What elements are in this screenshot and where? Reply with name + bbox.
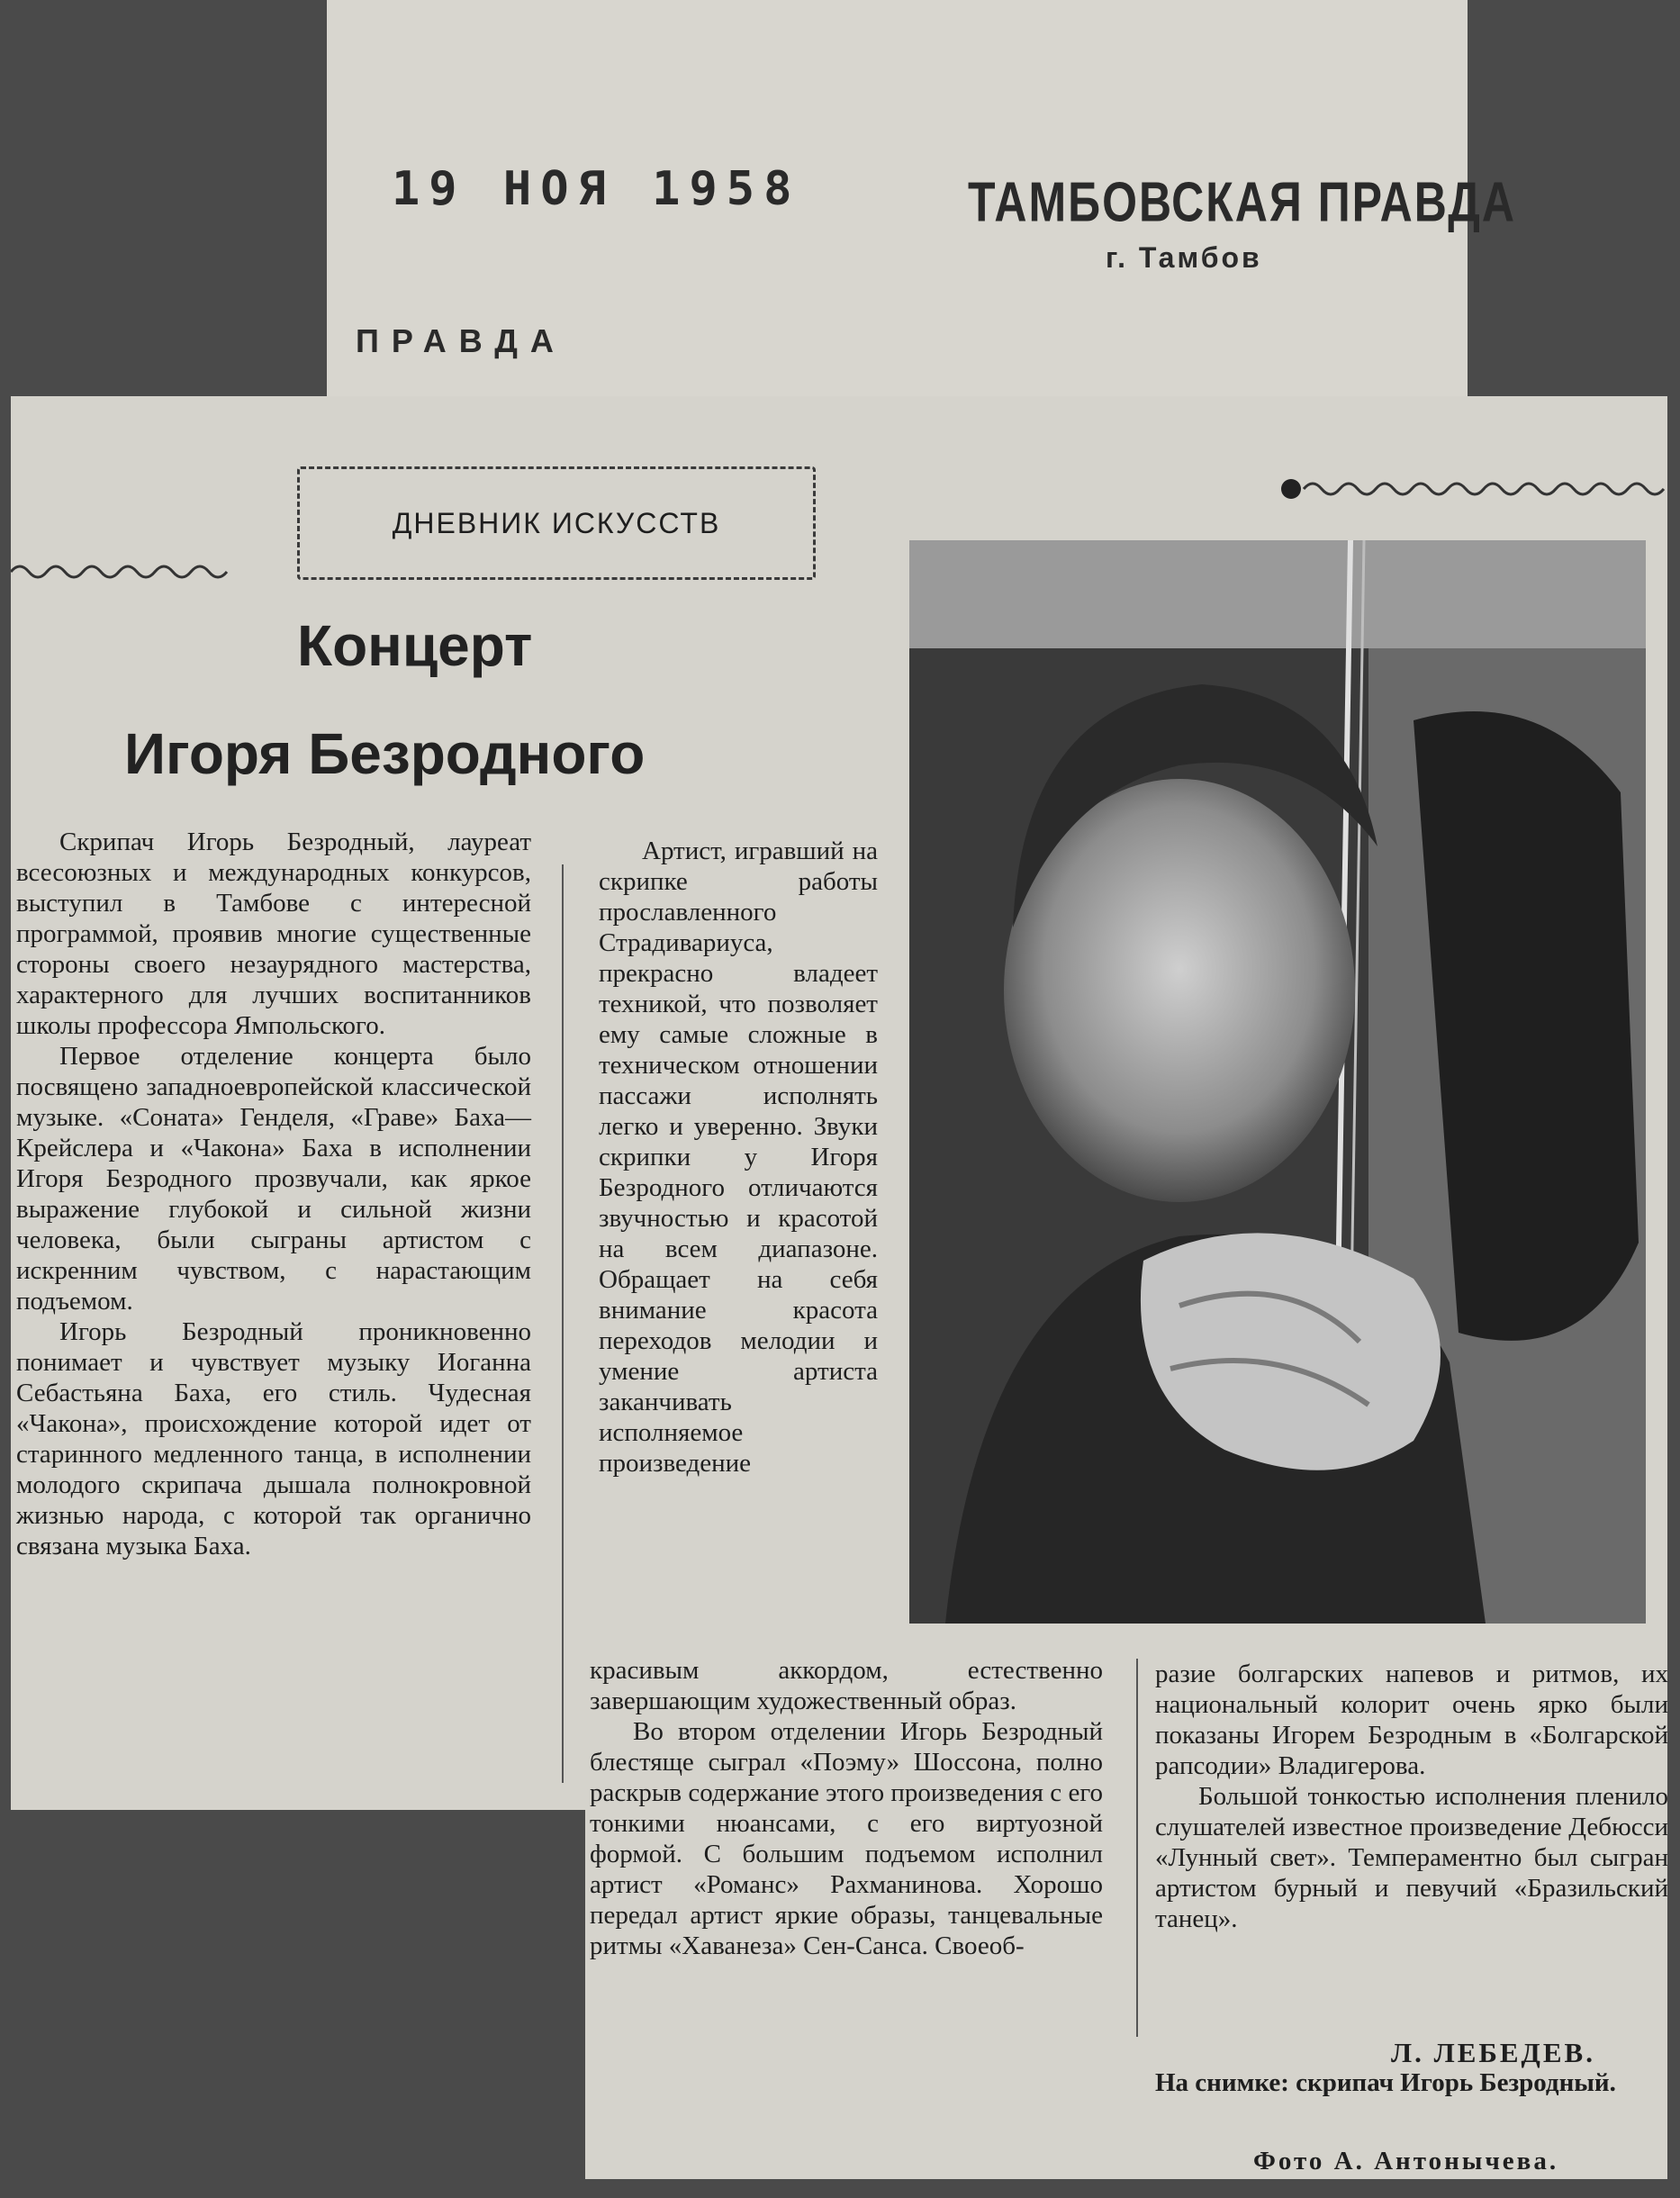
paragraph: красивым аккордом, естественно завершающим художественный образ. — [590, 1656, 1103, 1715]
headline-line-2: Игоря Безродного — [124, 721, 646, 786]
paragraph: разие болгарских напевов и ритмов, их национальный колорит очень ярко были показаны Игорем Безродным в «Болгарской рапсодии» Владигерова. — [1155, 1660, 1668, 1780]
photo-image — [909, 540, 1646, 1624]
article-column-3 — [1155, 1659, 1668, 1934]
photo-credit: Фото А. Антонычева. — [1253, 2147, 1559, 2175]
photo-caption: На снимке: скрипач Игорь Безродный. — [1155, 2068, 1616, 2097]
paragraph: Первое отделение концерта было посвящено западноевропейской классической музыке. «Соната» Генделя, «Граве» Баха—Крейслера и «Чакона» Баха в исполнении Игоря Безродного прозвучали, как яркое выражение глубокой и сильной жизни человека, были сыграны артистом с искренним чувством, с нарастающим подъемом. — [16, 1042, 531, 1316]
paragraph: Во втором отделении Игорь Безродный блестяще сыграл «Поэму» Шоссона, полно раскрыв содержание этого произведения с его тонкими нюансами, с его виртуозной формой. С большим подъемом исполнил артист «Романс» Рахманинова. Хорошо передал артист яркие образы, танцевальные ритмы «Хаванеза» Сен-Санса. Своеоб- — [590, 1717, 1103, 1960]
article-column-2 — [599, 836, 878, 1479]
rubric-label: ДНЕВНИК ИСКУССТВ — [392, 506, 721, 539]
newspaper-stamp: ТАМБОВСКАЯ ПРАВДА — [968, 170, 1516, 233]
violinist-photo — [909, 540, 1646, 1624]
paragraph: Артист, игравший на скрипке работы прославленного Страдивариуса, прекрасно владеет техникой, что позволяет ему самые сложные в техническом отношении пассажи исполнять легко и уверенно. Звуки скрипки у Игоря Безродного отличаются звучностью и красотой на всем диапазоне. Обращает на себя внимание красота переходов мелодии и умение артиста заканчивать исполняемое произведение — [599, 837, 878, 1478]
date-stamp: 19 НОЯ 1958 — [392, 162, 801, 216]
right-wave-ornament — [1278, 475, 1675, 502]
column-divider — [562, 864, 564, 1783]
masthead-fragment: ПРАВДА — [356, 322, 566, 359]
rubric-box — [297, 466, 816, 580]
column-divider — [1136, 1659, 1138, 2037]
article-column-2-continued — [590, 1655, 1103, 1961]
headline-line-1: Концерт — [297, 613, 533, 678]
paragraph: Большой тонкостью исполнения пленило слушателей известное произведение Дебюсси «Лунный свет». Темпераментно был сыгран артистом бурный и певучий «Бразильский танец». — [1155, 1782, 1668, 1933]
paragraph: Игорь Безродный проникновенно понимает и чувствует музыку Иоганна Себастьяна Баха, его стиль. Чудесная «Чакона», происхождение которой идет от старинного медленного танца, в исполнении молодого скрипача дышала полнокровной жизнью народа, с которой так органично связана музыка Баха. — [16, 1317, 531, 1560]
left-wave-ornament — [11, 558, 236, 585]
paragraph: Скрипач Игорь Безродный, лауреат всесоюзных и международных конкурсов, выступил в Тамбове с интересной программой, проявив многие существенные стороны своего незаурядного мастерства, характерного для лучших воспитанников школы профессора Ямпольского. — [16, 828, 531, 1040]
article-column-1 — [16, 827, 531, 1561]
author-signature: Л. ЛЕБЕДЕВ. — [1391, 2037, 1595, 2068]
background-cutout — [0, 1810, 585, 2198]
city-stamp: г. Тамбов — [1106, 241, 1262, 274]
